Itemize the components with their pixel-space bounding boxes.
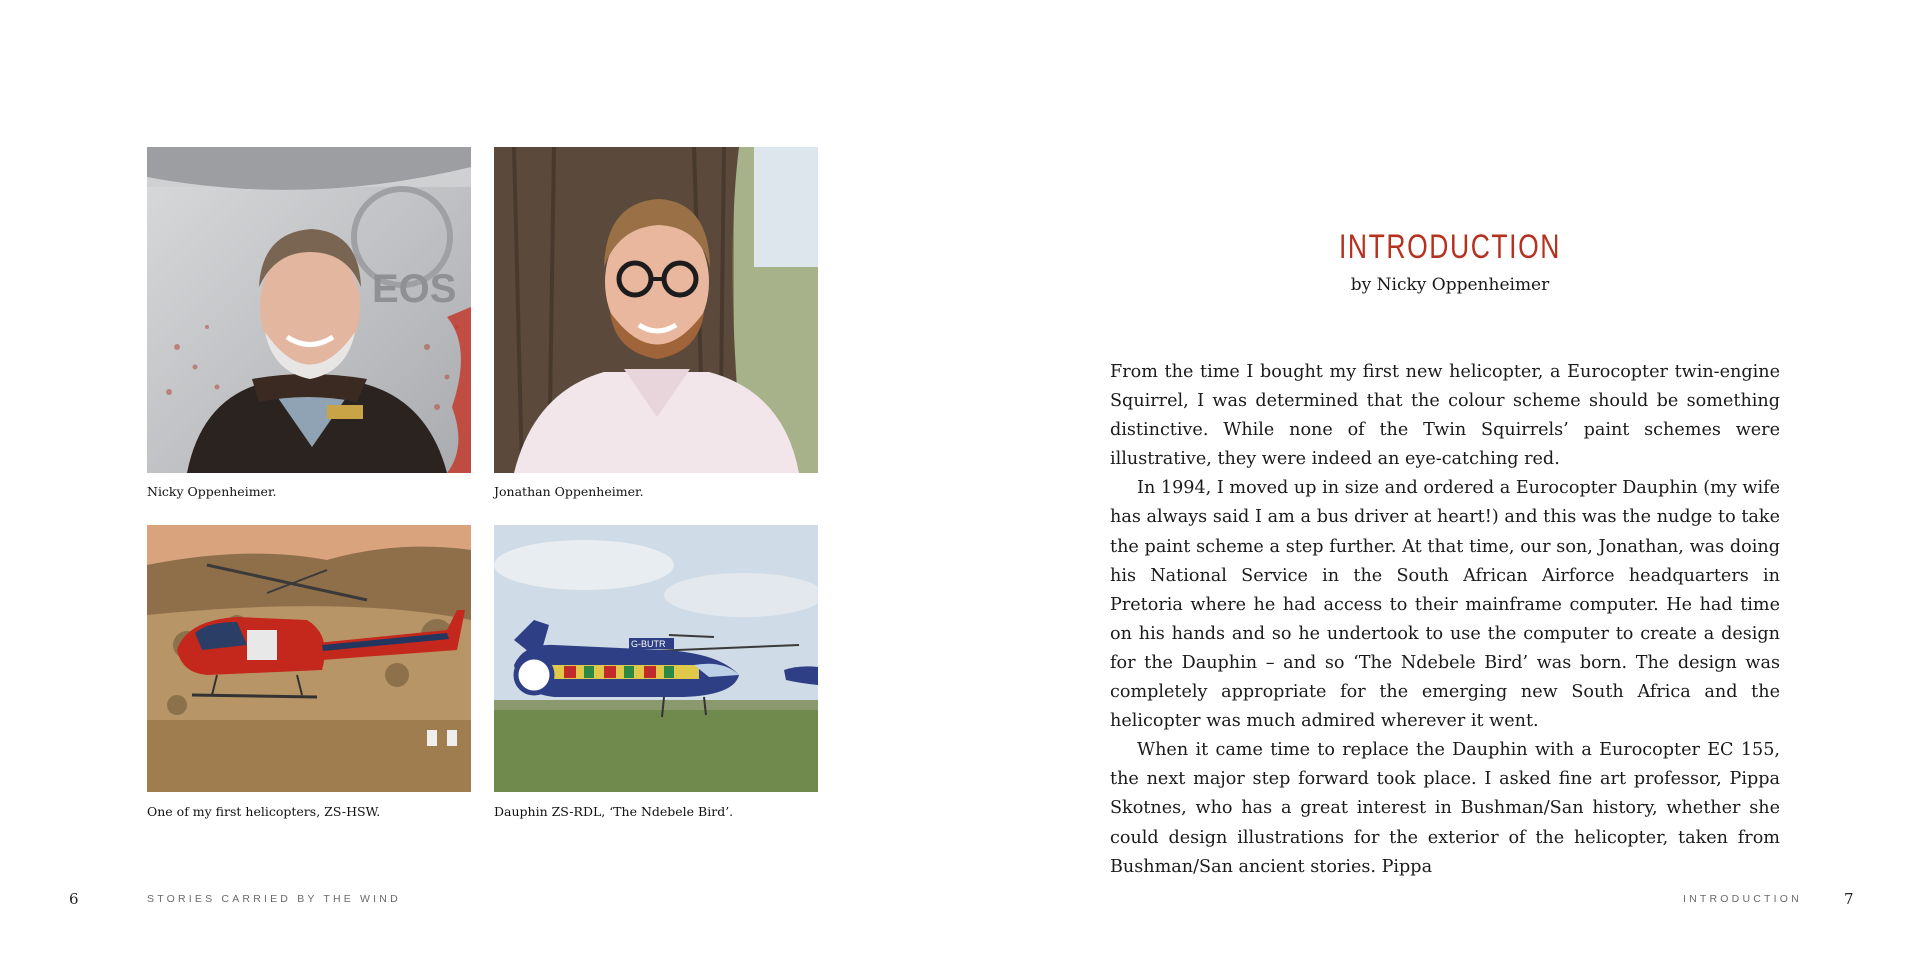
body-text [1110, 358, 1780, 882]
photo-caption: Jonathan Oppenheimer. [494, 484, 644, 499]
page-number-left: 6 [69, 890, 79, 908]
photo-caption: Nicky Oppenheimer. [147, 484, 277, 499]
page-number-right: 7 [1844, 890, 1854, 908]
paragraph: In 1994, I moved up in size and ordered a Eurocopter Dauphin (my wife has always said I am a bus driver at heart!) and this was the nudge to take the paint scheme a step further. At that time, our son, Jonathan, was doing his National Service in the South African Airforce headquarters in Pretoria where he had access to their mainframe computer. He had time on his hands and so he undertook to use the computer to create a design for the Dauphin – and so ‘The Ndebele Bird’ was born. The design was completely appropriate for the emerging new South Africa and the helicopter was much admired wherever it went. [1110, 478, 1780, 732]
paragraph: From the time I bought my first new helicopter, a Eurocopter twin-engine Squirrel, I was determined that the colour scheme should be something distinctive. While none of the Twin Squirrels’ paint schemes were illustrative, they were indeed an eye-catching red. [1110, 362, 1780, 470]
byline: by Nicky Oppenheimer [1350, 275, 1550, 295]
chapter-title: INTRODUCTION [1338, 228, 1562, 266]
paragraph: When it came time to replace the Dauphin with a Eurocopter EC 155, the next major step forward took place. I asked fine art professor, Pippa Skotnes, who has a great interest in Bushman/San history, whether she could design illustrations for the exterior of the helicopter, taken from Bushman/San ancient stories. Pippa [1110, 740, 1780, 877]
running-head-right: INTRODUCTION [1683, 893, 1802, 905]
photo-helicopter-zs-hsw [147, 525, 471, 792]
tail-marking: EOS [372, 267, 457, 311]
photo-caption: Dauphin ZS-RDL, ‘The Ndebele Bird’. [494, 804, 734, 819]
photo-caption: One of my first helicopters, ZS-HSW. [147, 804, 381, 819]
photo-jonathan-oppenheimer [494, 147, 818, 473]
registration-marking: G-BUTR [631, 639, 666, 649]
running-head-left: STORIES CARRIED BY THE WIND [147, 893, 401, 905]
photo-nicky-oppenheimer [147, 147, 471, 473]
photo-dauphin-zs-rdl [494, 525, 818, 792]
